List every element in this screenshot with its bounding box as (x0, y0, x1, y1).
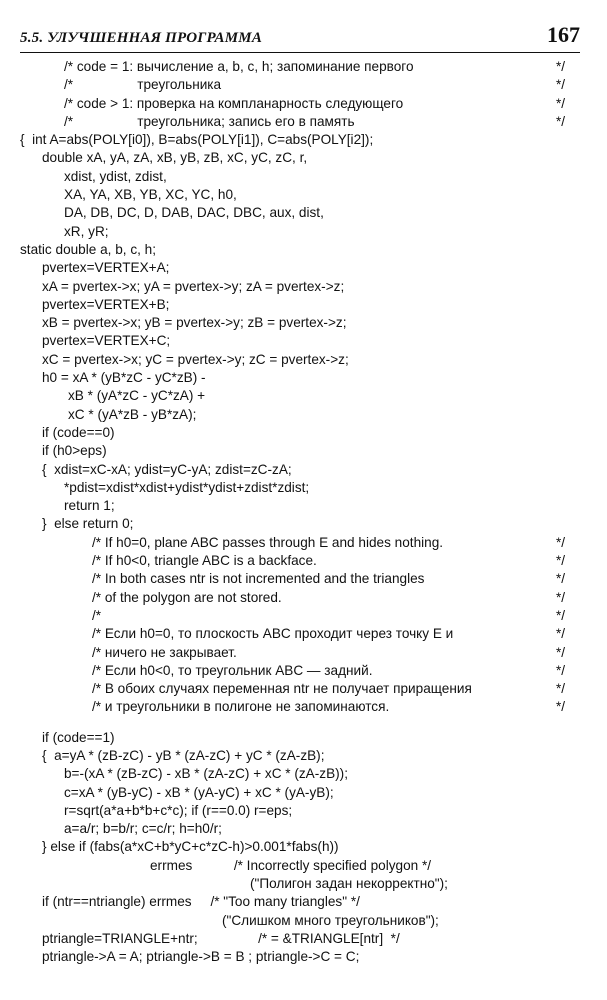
code-line-text: xC * (yA*zB - yB*zA); (68, 406, 197, 422)
code-line-text: { a=yA * (zB-zC) - yB * (zA-zC) + yC * (zA-zB); (42, 747, 325, 763)
comment-end-marker: */ (556, 534, 566, 550)
code-line-text: double xA, yA, zA, xB, yB, zB, xC, yC, zC, r, (42, 150, 308, 166)
comment-end-marker: */ (556, 589, 566, 605)
code-line-text: ("Полигон задан некорректно"); (250, 876, 448, 892)
code-line (0, 784, 607, 802)
code-line (0, 406, 607, 424)
code-line-text: ptriangle=TRIANGLE+ntr; /* = &TRIANGLE[ntr] */ (42, 930, 400, 946)
code-line (0, 76, 607, 94)
code-line-text: XA, YA, XB, YB, XC, YC, h0, (64, 187, 237, 203)
code-line (0, 149, 607, 167)
code-line (0, 204, 607, 222)
code-line-text: h0 = xA * (yB*zC - yC*zB) - (42, 370, 206, 386)
code-line (0, 875, 607, 893)
code-line (0, 95, 607, 113)
code-line-text: /* Если h0<0, то треугольник ABC — задний. (92, 662, 373, 678)
code-line-text: { int A=abs(POLY[i0]), B=abs(POLY[i1]), C=abs(POLY[i2]); (20, 132, 374, 148)
code-line (0, 838, 607, 856)
code-line-text: /* треугольника (64, 77, 222, 93)
code-line (0, 259, 607, 277)
code-line (0, 497, 607, 515)
code-line (0, 351, 607, 369)
code-line-text: /* Если h0=0, то плоскость ABC проходит через точку E и (92, 626, 454, 642)
code-line (0, 369, 607, 387)
comment-end-marker: */ (556, 571, 566, 587)
code-line (0, 662, 607, 680)
comment-end-marker: */ (556, 699, 566, 715)
code-line-text: xdist, ydist, zdist, (64, 168, 167, 184)
code-line (0, 515, 607, 533)
code-line-text: /* code > 1: проверка на компланарность следующего (64, 95, 404, 111)
code-line (0, 131, 607, 149)
code-line-text: if (code==0) (42, 424, 115, 440)
comment-end-marker: */ (556, 553, 566, 569)
code-line (0, 625, 607, 643)
comment-end-marker: */ (556, 644, 566, 660)
code-line-text: /* треугольника; запись его в память (64, 113, 355, 129)
code-line-text: /* и треугольники в полигоне не запоминаются. (92, 699, 390, 715)
code-line (0, 442, 607, 460)
code-line (0, 479, 607, 497)
chapter-title: 5.5. УЛУЧШЕННАЯ ПРОГРАММА (20, 30, 263, 46)
code-line (0, 589, 607, 607)
code-line-text: /* If h0=0, plane ABC passes through E and hides nothing. (92, 534, 444, 550)
running-header (20, 22, 580, 53)
code-line (0, 912, 607, 930)
code-line (0, 698, 607, 716)
code-line (0, 930, 607, 948)
comment-end-marker: */ (556, 662, 566, 678)
code-line (0, 241, 607, 259)
code-line-text: xC = pvertex->x; yC = pvertex->y; zC = pvertex->z; (42, 351, 349, 367)
code-line-text: } else if (fabs(a*xC+b*yC+c*zC-h)>0.001*fabs(h)) (42, 839, 339, 855)
comment-end-marker: */ (556, 626, 566, 642)
code-line (0, 570, 607, 588)
code-line (0, 186, 607, 204)
code-line (0, 948, 607, 966)
code-line-text: ptriangle->A = A; ptriangle->B = B ; ptriangle->C = C; (42, 949, 360, 965)
code-line (0, 644, 607, 662)
code-line (0, 278, 607, 296)
code-line-text: xR, yR; (64, 223, 109, 239)
code-line (0, 802, 607, 820)
code-line-text: c=xA * (yB-yC) - xB * (yA-yC) + xC * (yA-yB); (64, 784, 334, 800)
code-line (0, 314, 607, 332)
code-line-text: } else return 0; (42, 516, 134, 532)
code-line-text: /* If h0<0, triangle ABC is a backface. (92, 553, 317, 569)
code-line (0, 534, 607, 552)
code-line-text: return 1; (64, 498, 115, 514)
code-line-text: b=-(xA * (zB-zC) - xB * (zA-zC) + xC * (zA-zB)); (64, 766, 348, 782)
code-line (0, 223, 607, 241)
code-line-text: /* В обоих случаях переменная ntr не получает приращения (92, 681, 472, 697)
code-line (0, 332, 607, 350)
code-line (0, 461, 607, 479)
code-line (0, 747, 607, 765)
code-line-text: errmes /* Incorrectly specified polygon */ (150, 857, 432, 873)
code-line (0, 680, 607, 698)
comment-end-marker: */ (556, 113, 566, 129)
code-line (0, 113, 607, 131)
code-line (0, 296, 607, 314)
code-line (0, 857, 607, 875)
code-line (0, 820, 607, 838)
code-line-text: pvertex=VERTEX+B; (42, 296, 170, 312)
code-line-text: pvertex=VERTEX+C; (42, 333, 171, 349)
comment-end-marker: */ (556, 59, 566, 74)
code-line-text: /* (92, 607, 102, 623)
comment-end-marker: */ (556, 77, 566, 93)
code-line (0, 168, 607, 186)
code-line (0, 729, 607, 747)
comment-end-marker: */ (556, 95, 566, 111)
code-line (0, 552, 607, 570)
page-number: 167 (547, 22, 580, 47)
code-line (0, 893, 607, 911)
code-line-text: /* of the polygon are not stored. (92, 589, 282, 605)
code-line-text: if (code==1) (42, 729, 115, 745)
code-line-text: a=a/r; b=b/r; c=c/r; h=h0/r; (64, 821, 222, 837)
code-line (0, 424, 607, 442)
code-listing (0, 58, 607, 967)
code-line-text: xA = pvertex->x; yA = pvertex->y; zA = pvertex->z; (42, 278, 345, 294)
comment-end-marker: */ (556, 681, 566, 697)
code-line (0, 387, 607, 405)
code-line-text: pvertex=VERTEX+A; (42, 260, 170, 276)
code-line (0, 607, 607, 625)
code-line-text: xB * (yA*zC - yC*zA) + (68, 388, 206, 404)
code-line (0, 765, 607, 783)
code-line-text: r=sqrt(a*a+b*b+c*c); if (r==0.0) r=eps; (64, 802, 293, 818)
code-line-text: /* In both cases ntr is not incremented and the triangles (92, 571, 425, 587)
code-line-text: DA, DB, DC, D, DAB, DAC, DBC, aux, dist, (64, 205, 324, 221)
code-line-text: /* ничего не закрывает. (92, 644, 237, 660)
code-line-text: if (h0>eps) (42, 443, 107, 459)
code-line-text: if (ntr==ntriangle) errmes /* "Too many triangles" */ (42, 894, 360, 910)
line-gap (0, 717, 607, 729)
code-line-text: static double a, b, c, h; (20, 241, 157, 257)
code-line-text: xB = pvertex->x; yB = pvertex->y; zB = pvertex->z; (42, 315, 347, 331)
comment-end-marker: */ (556, 607, 566, 623)
code-line-text: { xdist=xC-xA; ydist=yC-yA; zdist=zC-zA; (42, 461, 292, 477)
code-line-text: *pdist=xdist*xdist+ydist*ydist+zdist*zdist; (64, 479, 310, 495)
code-line (0, 58, 607, 76)
code-line-text: ("Слишком много треугольников"); (222, 912, 439, 928)
code-line-text: /* code = 1: вычисление a, b, c, h; запоминание первого (64, 59, 414, 74)
